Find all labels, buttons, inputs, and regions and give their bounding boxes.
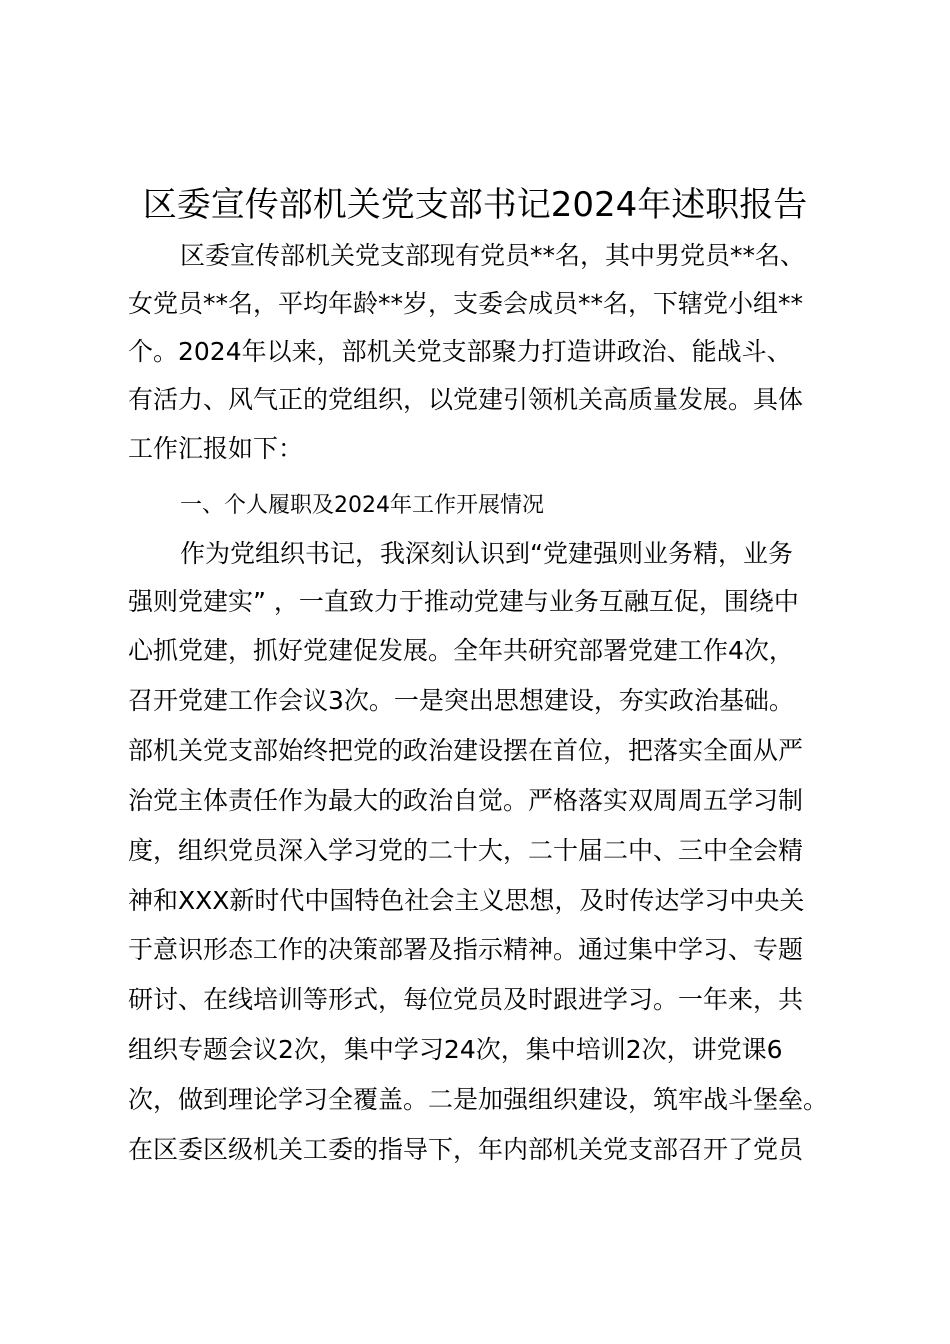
document-title: 区委宣传部机关党支部书记2024年述职报告 [142, 185, 808, 225]
paragraph-line: 强则党建实” ，一直致力于推动党建与业务互融互促，围绕中 [128, 587, 799, 616]
paragraph-line: 次，做到理论学习全覆盖。二是加强组织建设，筑牢战斗堡垒。 [128, 1085, 829, 1114]
paragraph-line: 度，组织党员深入学习党的二十大，二十届二中、三中全会精 [128, 836, 804, 865]
paragraph-line: 女党员**名，平均年龄**岁，支委会成员**名，下辖党小组** [128, 289, 804, 318]
paragraph-line: 研讨、在线培训等形式，每位党员及时跟进学习。一年来，共 [128, 985, 804, 1014]
paragraph-line: 组织专题会议2次，集中学习24次，集中培训2次，讲党课6 [128, 1035, 783, 1064]
section-heading: 一、个人履职及2024年工作开展情况 [180, 493, 544, 518]
paragraph-line: 区委宣传部机关党支部现有党员**名，其中男党员**名、 [180, 241, 806, 270]
paragraph-line: 工作汇报如下： [128, 434, 304, 463]
paragraph-line: 治党主体责任作为最大的政治自觉。严格落实双周周五学习制 [128, 786, 804, 815]
paragraph-line: 作为党组织书记，我深刻认识到“党建强则业务精，业务 [180, 539, 793, 568]
paragraph-line: 在区委区级机关工委的指导下，年内部机关党支部召开了党员 [128, 1135, 804, 1164]
paragraph-line: 部机关党支部始终把党的政治建设摆在首位，把落实全面从严 [128, 736, 804, 765]
paragraph-line: 神和XXX新时代中国特色社会主义思想，及时传达学习中央关 [128, 886, 805, 915]
paragraph-line: 于意识形态工作的决策部署及指示精神。通过集中学习、专题 [128, 935, 804, 964]
paragraph-line: 有活力、风气正的党组织，以党建引领机关高质量发展。具体 [128, 385, 804, 414]
paragraph-line: 心抓党建，抓好党建促发展。全年共研究部署党建工作4次， [128, 636, 794, 665]
paragraph-line: 召开党建工作会议3次。一是突出思想建设，夯实政治基础。 [128, 686, 794, 715]
paragraph-line: 个。2024年以来，部机关党支部聚力打造讲政治、能战斗、 [128, 337, 792, 366]
